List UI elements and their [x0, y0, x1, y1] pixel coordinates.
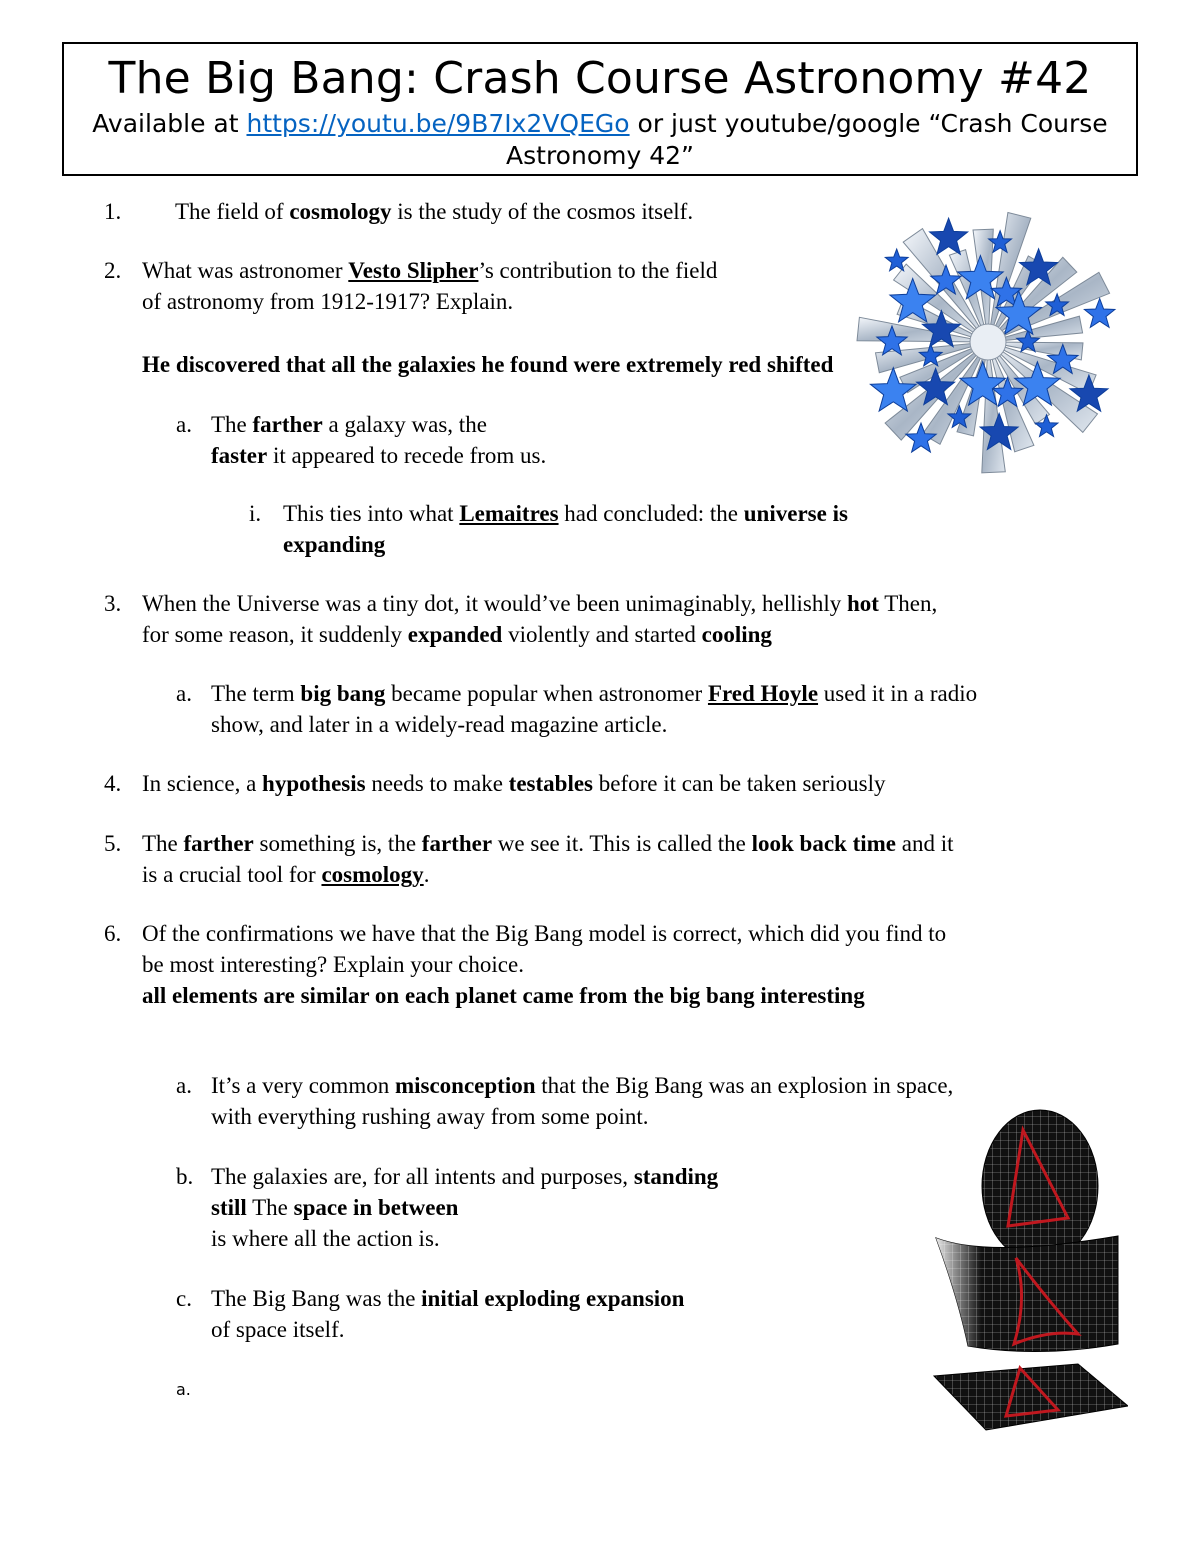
q5-number: 5.: [104, 831, 122, 856]
q6b-letter: b.: [176, 1164, 194, 1189]
q2-number: 2.: [104, 258, 122, 283]
blue-star: [930, 218, 968, 254]
q2ai-line1: This ties into what Lemaitres had concluded: the universe is: [283, 501, 848, 526]
q6b-line2: still The space in between: [211, 1195, 459, 1220]
q3a-line1: The term big bang became popular when astronomer Fred Hoyle used it in a radio: [211, 681, 978, 706]
q6-line2: be most interesting? Explain your choice.: [142, 952, 524, 977]
universe-geometry-image: [928, 1108, 1128, 1438]
q6-line1: Of the confirmations we have that the Big Bang model is correct, which did you find to: [142, 921, 947, 946]
q4-number: 4.: [104, 771, 122, 796]
sphere-shape: [982, 1110, 1098, 1262]
q6d-letter: a.: [176, 1380, 191, 1399]
q6a-line2: with everything rushing away from some point.: [211, 1104, 649, 1129]
q5-line2: is a crucial tool for cosmology.: [142, 862, 430, 887]
q1-number: 1.: [104, 199, 122, 224]
q6a-letter: a.: [176, 1073, 192, 1098]
q2-text-line2: of astronomy from 1912-1917? Explain.: [142, 289, 514, 314]
blue-star: [1084, 299, 1115, 328]
q6c-letter: c.: [176, 1286, 192, 1311]
star-burst-center: [970, 324, 1006, 360]
q3a-line2: show, and later in a widely-read magazine article.: [211, 712, 668, 737]
availability-line: Available at https://youtu.be/9B7Ix2VQEGo or just youtube/google “Crash Course Astronomy 42”: [92, 109, 1108, 170]
page-title: The Big Bang: Crash Course Astronomy #42: [108, 53, 1092, 104]
title-box: [62, 42, 1138, 176]
q2-text-line1: What was astronomer Vesto Slipher’s contribution to the field: [142, 258, 718, 283]
q3-number: 3.: [104, 591, 122, 616]
q2a-letter: a.: [176, 412, 192, 437]
q6c-line1: The Big Bang was the initial exploding expansion: [211, 1286, 685, 1311]
star-explosion-image: [850, 192, 1126, 492]
q3-line2: for some reason, it suddenly expanded violently and started cooling: [142, 622, 772, 647]
video-link[interactable]: https://youtu.be/9B7Ix2VQEGo: [246, 109, 630, 138]
q5-line1: The farther something is, the farther we see it. This is called the look back time and it: [142, 831, 954, 856]
q2ai-line2: expanding: [283, 532, 386, 557]
q2a-line1: The farther a galaxy was, the: [211, 412, 487, 437]
q6b-line1: The galaxies are, for all intents and purposes, standing: [211, 1164, 719, 1189]
q6-answer: all elements are similar on each planet came from the big bang interesting: [142, 983, 865, 1008]
q2ai-numeral: i.: [249, 501, 262, 526]
q6c-line2: of space itself.: [211, 1317, 345, 1342]
q6-number: 6.: [104, 921, 122, 946]
flat-plane-shape: [934, 1364, 1128, 1430]
q2-answer: He discovered that all the galaxies he found were extremely red shifted: [142, 352, 834, 377]
q3-line1: When the Universe was a tiny dot, it would’ve been unimaginably, hellishly hot Then,: [142, 591, 938, 616]
q4-text: In science, a hypothesis needs to make testables before it can be taken seriously: [142, 771, 886, 796]
q1-text: The field of cosmology is the study of the cosmos itself.: [175, 199, 694, 224]
q6a-line1: It’s a very common misconception that the Big Bang was an explosion in space,: [211, 1073, 954, 1098]
q6b-line3: is where all the action is.: [211, 1226, 440, 1251]
q3a-letter: a.: [176, 681, 192, 706]
q2a-line2: faster it appeared to recede from us.: [211, 443, 547, 468]
